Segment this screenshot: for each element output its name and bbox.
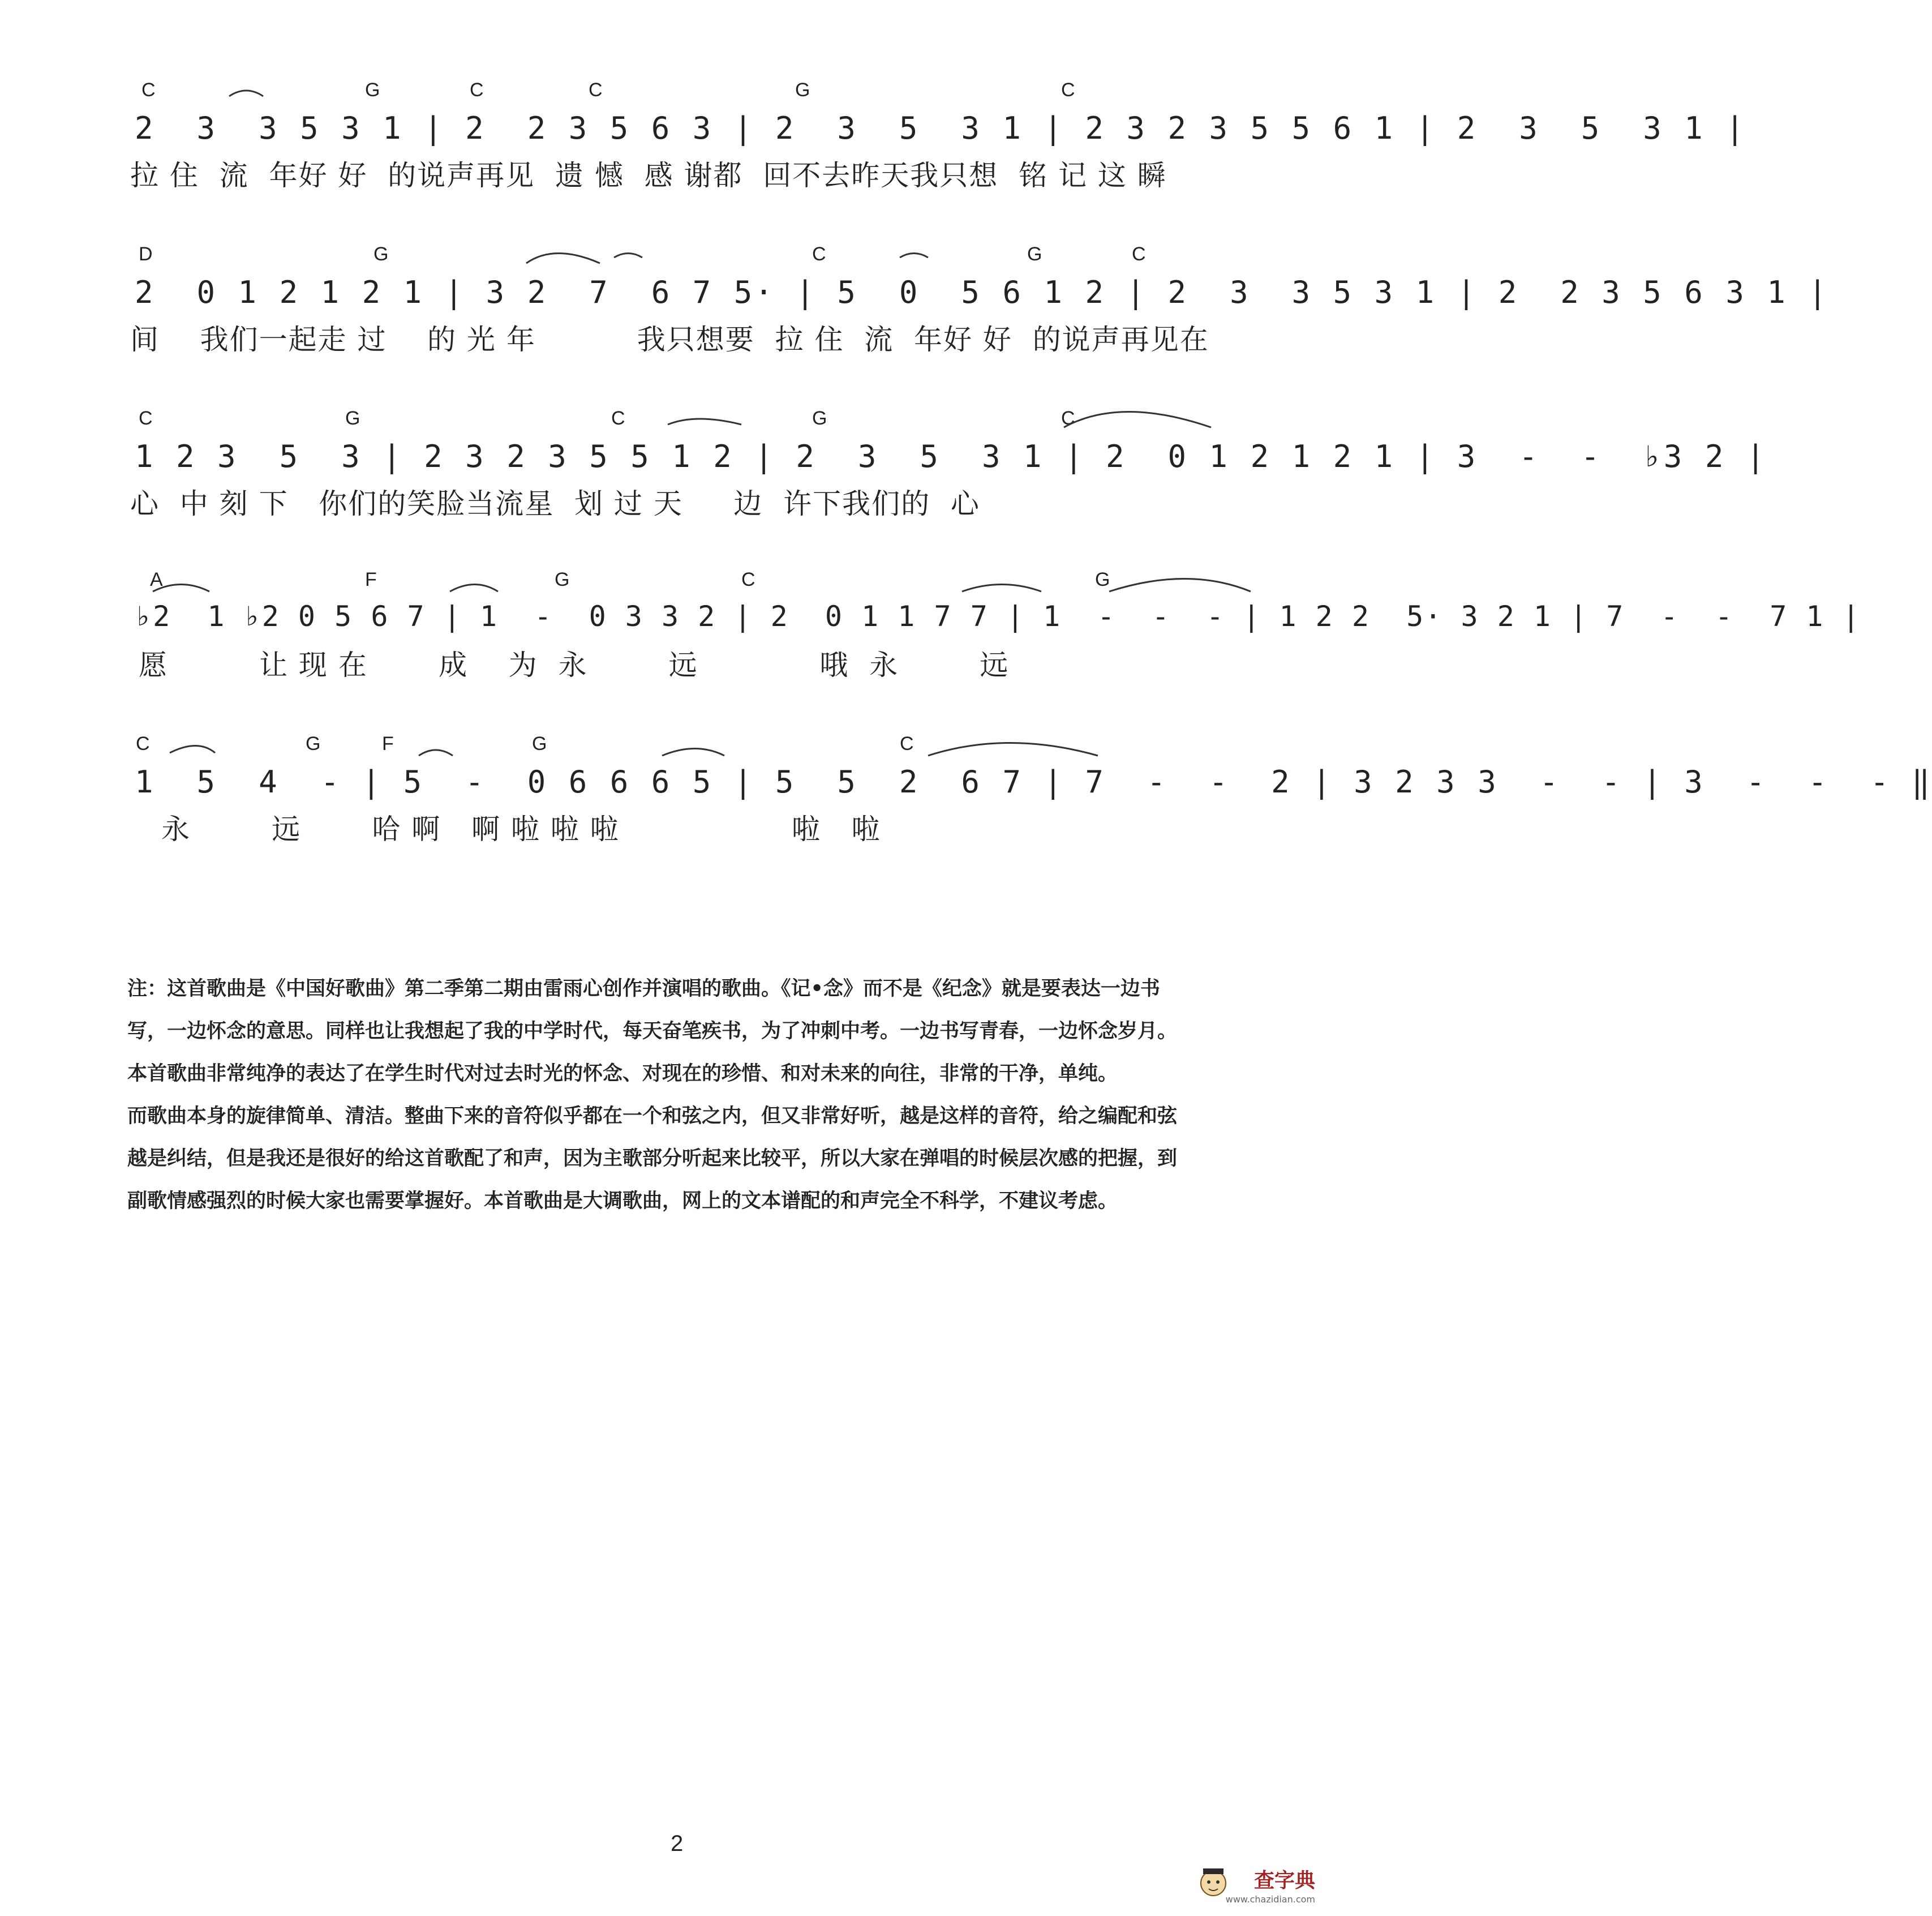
lyric-line: 愿 让 现 在 成 为 永 远 哦 永 远 — [139, 649, 1010, 681]
chord: F — [382, 733, 394, 755]
chord: C — [1132, 243, 1146, 265]
chord: C — [611, 408, 625, 429]
composer-note — [127, 968, 1237, 1223]
chord: D — [139, 243, 153, 265]
chord: G — [365, 79, 380, 101]
watermark-logo — [1185, 1854, 1315, 1910]
chord: C — [139, 408, 153, 429]
chord: G — [1095, 569, 1110, 590]
watermark-site: 查字典 — [1253, 1869, 1315, 1892]
chord: C — [136, 733, 150, 755]
lyric-line: 拉 住 流 年好 好 的说声再见 遗 憾 感 谢都 回不去昨天我只想 铭 记 这 瞬 — [130, 159, 1167, 192]
chord: F — [365, 569, 377, 590]
chord: G — [306, 733, 321, 755]
chord: G — [532, 733, 547, 755]
notation-line: 1 5 4 - | 5 - 0 6 6 6 5 | 5 5 2 6 7 | 7 - - 2 | 3 2 3 3 - - | 3 - - - ‖ — [135, 764, 1932, 800]
note-line: 越是纠结，但是我还是很好的给这首歌配了和声，因为主歌部分听起来比较平，所以大家在弹唱的时候层次感的把握，到 — [127, 1147, 1178, 1170]
chord: G — [345, 408, 360, 429]
chord: G — [795, 79, 810, 101]
lyric-line: 永 远 哈 啊 啊 啦 啦 啦 啦 啦 — [161, 813, 881, 846]
chord: A — [150, 569, 163, 590]
chord: G — [555, 569, 570, 590]
watermark-url: www.chazidian.com — [1225, 1894, 1315, 1905]
note-line: 而歌曲本身的旋律简单、清洁。整曲下来的音符似乎都在一个和弦之内，但又非常好听，越是这样的音符，给之编配和弦 — [127, 1105, 1178, 1128]
note-line: 本首歌曲非常纯净的表达了在学生时代对过去时光的怀念、对现在的珍惜、和对未来的向往，非常的干净，单纯。 — [127, 1062, 1118, 1085]
note-line: 副歌情感强烈的时候大家也需要掌握好。本首歌曲是大调歌曲，网上的文本谱配的和声完全不科学，不建议考虑。 — [127, 1190, 1118, 1212]
chord: G — [812, 408, 827, 429]
chord: C — [1061, 79, 1075, 101]
lyric-line: 心 中 刻 下 你们的笑脸当流星 划 过 天 边 许下我们的 心 — [130, 487, 980, 520]
chord: C — [900, 733, 914, 755]
note-line: 注：这首歌曲是《中国好歌曲》第二季第二期由雷雨心创作并演唱的歌曲。《记•念》而不是《纪念》就是要表达一边书 — [127, 978, 1160, 1000]
notation-line: 1 2 3 5 3 | 2 3 2 3 5 5 1 2 | 2 3 5 3 1 | 2 0 1 2 1 2 1 | 3 - - ♭3 2 | — [135, 439, 1767, 474]
chord: C — [812, 243, 826, 265]
page-number: 2 — [671, 1831, 684, 1856]
notation-line: ♭2 1 ♭2 0 5 6 7 | 1 - 0 3 3 2 | 2 0 1 1 7 7 | 1 - - - | 1 2 2 5· 3 2 1 | 7 - - 7 1 | — [135, 600, 1861, 633]
lyric-line: 间 我们一起走 过 的 光 年 我只想要 拉 住 流 年好 好 的说声再见在 — [130, 323, 1209, 356]
notation-line: 2 0 1 2 1 2 1 | 3 2 7 6 7 5· | 5 0 5 6 1 2 | 2 3 3 5 3 1 | 2 2 3 5 6 3 1 | — [135, 275, 1829, 310]
chord: C — [741, 569, 755, 590]
note-line: 写，一边怀念的意思。同样也让我想起了我的中学时代，每天奋笔疾书，为了冲刺中考。一边书写青春，一边怀念岁月。 — [127, 1020, 1178, 1043]
chord: G — [1027, 243, 1042, 265]
chord: C — [470, 79, 484, 101]
chord: C — [589, 79, 603, 101]
chord: G — [373, 243, 389, 265]
chord: C — [141, 79, 156, 101]
notation-line: 2 3 3 5 3 1 | 2 2 3 5 6 3 | 2 3 5 3 1 | 2 3 2 3 5 5 6 1 | 2 3 5 3 1 | — [135, 110, 1746, 146]
chord: C — [1061, 408, 1075, 429]
